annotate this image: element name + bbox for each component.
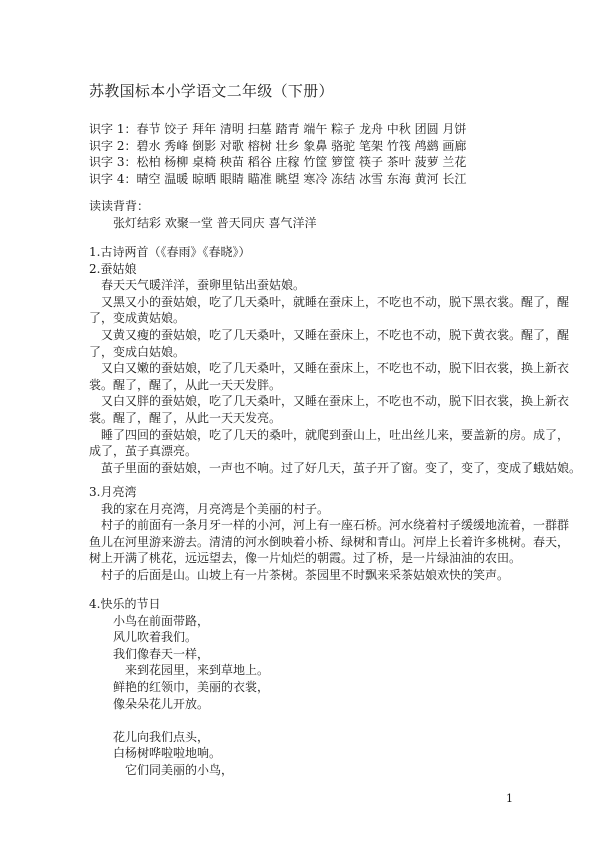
section3-line: 树上开满了桃花，远远望去，像一片灿烂的朝霞。过了桥，是一片绿油油的农田。 <box>89 551 522 566</box>
section2-line: 又白又胖的蚕姑娘，吃了几天桑叶，又睡在蚕床上，不吃也不动，脱下旧衣裳，换上新衣 <box>101 394 570 409</box>
section2-line: 春天天气暖洋洋，蚕卵里钻出蚕姑娘。 <box>101 278 306 293</box>
literacy-line-4: 识字 4：晴空 温暖 晾晒 眼睛 瞄准 眺望 寒冷 冻结 冰雪 东海 黄河 长江 <box>89 171 467 186</box>
section2-title: 2.蚕姑娘 <box>89 261 137 276</box>
section2-line: 成了，茧子真漂亮。 <box>89 444 198 459</box>
poem-line: 它们同美丽的小鸟， <box>125 762 234 777</box>
literacy-line-2: 识字 2：碧水 秀峰 倒影 对歌 榕树 壮乡 象鼻 骆驼 笔架 竹筏 鸬鹚 画廊 <box>89 138 467 153</box>
literacy-line-3: 识字 3：松柏 杨柳 桌椅 秧苗 稻谷 庄稼 竹筐 箩筐 筷子 茶叶 菠萝 兰花 <box>89 155 467 170</box>
section3-line: 村子的后面是山。山坡上有一片茶树。茶园里不时飘来采茶姑娘欢快的笑声。 <box>101 567 510 582</box>
section-3 <box>89 484 570 584</box>
section2-line: 又黄又瘦的蚕姑娘，吃了几天桑叶，又睡在蚕床上，不吃也不动，脱下黄衣裳。醒了，醒 <box>101 327 570 342</box>
document-title: 苏教国标本小学语文二年级（下册） <box>89 82 334 100</box>
poem-line: 我们像春天一样， <box>113 646 210 661</box>
recite-heading: 读读背背： <box>89 199 150 213</box>
stanza-gap <box>89 712 521 729</box>
poem-line: 鲜艳的红领巾，美丽的衣裳， <box>113 679 270 694</box>
section2-line: 裳。醒了，醒了，从此一天天发亮。 <box>89 410 282 425</box>
section2-line: 裳。醒了，醒了，从此一天天发胖。 <box>89 377 282 392</box>
section2-line: 又黑又小的蚕姑娘，吃了几天桑叶，就睡在蚕床上，不吃也不动，脱下黑衣裳。醒了，醒 <box>101 294 570 309</box>
section2-line: 又白又嫩的蚕姑娘，吃了几天桑叶，又睡在蚕床上，不吃也不动，脱下旧衣裳，换上新衣 <box>101 361 570 376</box>
section2-line: 了，变成黄姑娘。 <box>89 311 186 326</box>
recite-phrases: 张灯结彩 欢聚一堂 普天同庆 喜气洋洋 <box>113 215 317 230</box>
literacy-section <box>89 121 521 187</box>
section3-line: 鱼儿在河里游来游去。清清的河水倒映着小桥、绿树和青山。河岸上长着许多桃树。春天， <box>89 534 570 549</box>
poem-line: 风儿吹着我们。 <box>113 630 198 645</box>
literacy-line-1: 识字 1：春节 饺子 拜年 清明 扫墓 踏青 端午 粽子 龙舟 中秋 团圆 月饼 <box>89 122 467 136</box>
poem-line: 花儿向我们点头， <box>113 729 210 744</box>
poem-line: 像朵朵花儿开放。 <box>113 696 210 711</box>
section-4 <box>89 596 521 779</box>
section3-line: 村子的前面有一条月牙一样的小河，河上有一座石桥。河水绕着村子缓缓地流着，一群群 <box>101 518 570 533</box>
section2-line: 了，变成白姑娘。 <box>89 344 186 359</box>
poem-line: 白杨树哗啦啦地响。 <box>113 746 222 761</box>
section4-title: 4.快乐的节日 <box>89 597 161 611</box>
poem-line: 来到花园里，来到草地上。 <box>125 663 270 678</box>
section-1-2 <box>89 244 582 476</box>
section2-line: 睡了四回的蚕姑娘，吃了几天的桑叶，就爬到蚕山上，吐出丝儿来，要盖新的房。成了， <box>101 427 570 442</box>
page-number: 1 <box>506 792 513 805</box>
section1-title: 1.古诗两首（《春雨》《春晓》） <box>89 245 251 259</box>
recite-section <box>89 198 521 231</box>
section2-line: 茧子里面的蚕姑娘，一声也不响。过了好几天，茧子开了窗。变了，变了，变成了蛾姑娘。 <box>101 460 582 475</box>
poem-line: 小鸟在前面带路， <box>113 613 210 628</box>
section3-title: 3.月亮湾 <box>89 485 137 499</box>
section3-line: 我的家在月亮湾，月亮湾是个美丽的村子。 <box>101 501 330 516</box>
